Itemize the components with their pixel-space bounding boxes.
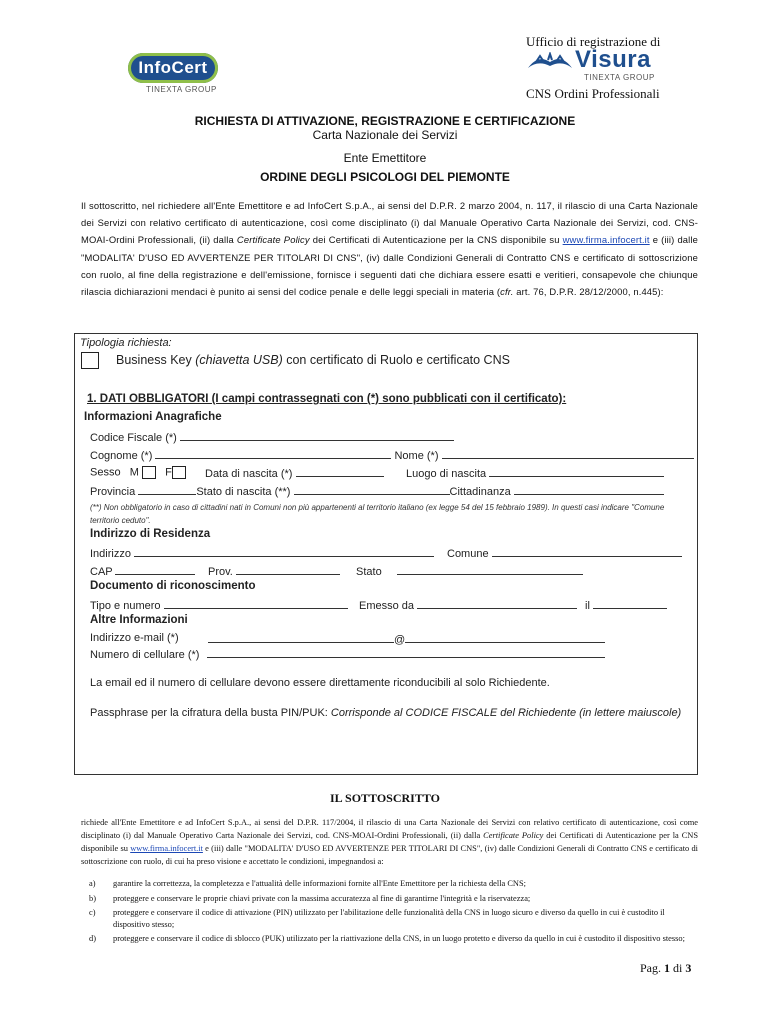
provincia-row: Provincia Stato di nascita (**) Cittadinanza — [90, 484, 664, 498]
email-row: Indirizzo e-mail (*) — [90, 632, 179, 644]
sesso-row: Sesso M F — [90, 466, 186, 479]
nome-field[interactable] — [442, 448, 694, 459]
page-number: Pag. 1 di 3 — [640, 961, 692, 975]
infocert-logo: InfoCert — [128, 53, 218, 83]
documento-row: Tipo e numero — [90, 598, 348, 612]
sesso-f-checkbox[interactable] — [172, 466, 186, 479]
stato-nascita-field[interactable] — [294, 484, 450, 495]
provincia-field[interactable] — [138, 484, 196, 495]
tipo-numero-field[interactable] — [164, 598, 348, 609]
sottoscritto-title: IL SOTTOSCRITTO — [330, 791, 440, 805]
visura-logo: Visura — [575, 46, 651, 73]
codice-fiscale-row: Codice Fiscale (*) — [90, 430, 454, 444]
sesso-m-checkbox[interactable] — [142, 466, 156, 479]
business-key-option: Business Key (chiavetta USB) con certificato di Ruolo e certificato CNS — [116, 353, 510, 367]
documento-heading: Documento di riconoscimento — [90, 580, 256, 592]
visura-group-label: TINEXTA GROUP — [584, 73, 655, 82]
emesso-da-row: Emesso da — [359, 598, 577, 612]
dati-obbligatori-heading: 1. DATI OBBLIGATORI (I campi contrassegnati con (*) sono pubblicati con il certificato): — [87, 393, 567, 405]
firma-link-bottom[interactable]: www.firma.infocert.it — [130, 844, 203, 853]
firma-link[interactable]: www.firma.infocert.it — [562, 234, 650, 246]
comune-row: Comune — [447, 546, 682, 560]
cellulare-row: Numero di cellulare (*) — [90, 647, 605, 661]
passphrase-note: Passphrase per la cifratura della busta PIN/PUK: Corrisponde al CODICE FISCALE del Richiedente (in lettere maiuscole) — [90, 707, 682, 719]
luogo-nascita-row: Luogo di nascita — [406, 466, 664, 480]
prov-field[interactable] — [236, 564, 340, 575]
luogo-nascita-field[interactable] — [489, 466, 664, 477]
data-nascita-field[interactable] — [296, 466, 384, 477]
cap-row: CAP — [90, 564, 195, 578]
issuer-label: Ente Emettitore — [343, 151, 427, 165]
email-field-row: @ — [208, 632, 605, 646]
cognome-field[interactable] — [155, 448, 391, 459]
tipologia-label: Tipologia richiesta: — [80, 337, 172, 349]
subtitle: Carta Nazionale dei Servizi — [312, 128, 458, 142]
infocert-group-label: TINEXTA GROUP — [146, 85, 217, 94]
data-emissione-row: il — [585, 598, 667, 612]
indirizzo-field[interactable] — [134, 546, 434, 557]
residenza-heading: Indirizzo di Residenza — [90, 528, 211, 540]
email-domain-field[interactable] — [405, 632, 605, 643]
office-label: Ufficio di registrazione di — [526, 34, 661, 49]
anagrafiche-heading: Informazioni Anagrafiche — [84, 411, 222, 423]
altre-heading: Altre Informazioni — [90, 614, 188, 626]
data-nascita-row: Data di nascita (*) — [205, 466, 384, 480]
nascita-note: (**) Non obbligatorio in caso di cittadini nati in Comuni non più appartenenti al territorio italiano (ex legge 54 del 15 febbraio 1989). In questi casi indicare "Comune territorio ceduto". — [90, 503, 665, 525]
email-user-field[interactable] — [208, 632, 394, 643]
codice-fiscale-field[interactable] — [180, 430, 454, 441]
stato-row: Stato — [356, 564, 583, 578]
data-emissione-field[interactable] — [593, 598, 667, 609]
email-note: La email ed il numero di cellulare devono essere direttamente riconducibili al solo Richiedente. — [90, 677, 550, 689]
issuer-name: ORDINE DEGLI PSICOLOGI DEL PIEMONTE — [260, 170, 510, 184]
emesso-da-field[interactable] — [417, 598, 577, 609]
business-key-checkbox[interactable] — [81, 352, 99, 369]
cap-field[interactable] — [115, 564, 195, 575]
cns-label: CNS Ordini Professionali — [526, 86, 660, 101]
main-title: RICHIESTA DI ATTIVAZIONE, REGISTRAZIONE E CERTIFICAZIONE — [194, 114, 576, 128]
indirizzo-row: Indirizzo — [90, 546, 434, 560]
cellulare-field[interactable] — [207, 647, 605, 658]
nome-row: Cognome (*) Nome (*) — [90, 448, 694, 462]
sottoscritto-paragraph: richiede all'Ente Emettitore e ad InfoCert S.p.A., ai sensi del D.P.R. 117/2004, il rilascio di una Carta Nazionale dei Servizi con relativo certificato di autenticazione, così come disciplinato (i) dal Manuale Operativo Carta Nazionale dei Servizi, cod. CNS-MOAI-Ordini Professionali, (ii) dalla Certificate Policy dei Certificati di Autenticazione per la CNS disponibile su www.firma.infocert.it e (iii) dalle "MODALITA' D'USO ED AVVERTENZE PER TITOLARI DI CNS", (iv) dalle Condizioni Generali di Contratto CNS e certificato di sottoscrizione con ruolo, di cui ha preso visione e accettato le condizioni, impegnandosi a: — [81, 818, 699, 866]
comune-field[interactable] — [492, 546, 682, 557]
stato-field[interactable] — [397, 564, 583, 575]
cittadinanza-field[interactable] — [514, 484, 664, 495]
intro-paragraph: Il sottoscritto, nel richiedere all'Ente Emettitore e ad InfoCert S.p.A., ai sensi del D.P.R. 2 marzo 2004, n. 117, il rilascio di una Carta Nazionale dei Servizi con relativo certificato di autenticazione, così come disciplinato (i) dal Manuale Operativo Carta Nazionale dei Servizi, cod. CNS-MOAI-Ordini Professionali, (ii) dalla Certificate Policy dei Certificati di Autenticazione per la CNS disponibile su www.firma.infocert.it e (iii) dalle "MODALITA' D'USO ED AVVERTENZE PER TITOLARI DI CNS", (iv) dalle Condizioni Generali di Contratto CNS e certificato di sottoscrizione con ruolo, al fine della registrazione e dell'emissione, fornisce i seguenti dati che dichiara essere esatti e veritieri, consapevole che chiunque rilascia dichiarazioni mendaci è punito ai sensi del codice penale e delle leggi speciali in materia (cfr. art. 76, D.P.R. 28/12/2000, n.445): — [81, 200, 699, 298]
prov-row: Prov. — [208, 564, 340, 578]
visura-emblem-icon — [526, 52, 574, 77]
